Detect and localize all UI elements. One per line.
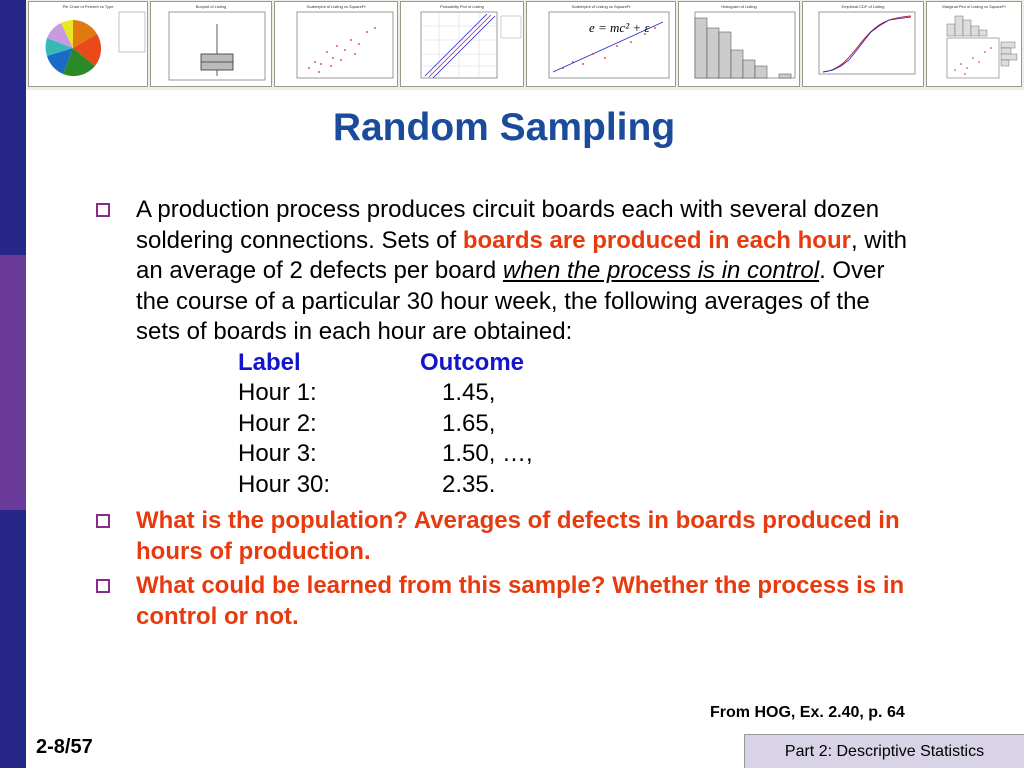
- bullet-list: [96, 195, 916, 636]
- cdf-thumb: [802, 1, 924, 87]
- bullet1-emphasis: when the process is in control: [502, 257, 820, 284]
- table-row: [238, 409, 916, 440]
- page-number: 2-8/57: [36, 736, 93, 758]
- bullet-item-1: [96, 195, 916, 500]
- table-row: [238, 439, 916, 470]
- bullet1-text-b: , with an average of 2 defects per board: [136, 226, 907, 284]
- row-outcome: 1.45,: [442, 379, 496, 406]
- row-outcome: 1.65,: [442, 409, 496, 437]
- table-header-row: [238, 348, 916, 379]
- thumbnail-strip: [26, 0, 1024, 90]
- square-bullet-icon: [96, 514, 110, 528]
- bullet3-text: What could be learned from this sample? Whether the process is in control or not.: [136, 572, 905, 630]
- row-label: Hour 1:: [238, 379, 317, 406]
- thumb-title: Pie Chart of Percent vs Type: [62, 4, 114, 9]
- scatter-icon: [275, 2, 397, 86]
- cdf-icon: [803, 2, 923, 86]
- thumb-title: Probability Plot of Listing: [440, 4, 484, 9]
- row-label: Hour 3:: [238, 440, 317, 467]
- boxplot-icon: [151, 2, 271, 86]
- bullet-item-2: [96, 506, 916, 567]
- square-bullet-icon: [96, 203, 110, 217]
- table-row: [238, 378, 916, 409]
- regression-scatter-icon: [527, 2, 675, 86]
- sidebar-segment-bottom: [0, 510, 26, 768]
- row-outcome: 1.50, …,: [442, 440, 533, 467]
- probability-plot-icon: [401, 2, 523, 86]
- scatterplot-regression-thumb: [526, 1, 676, 87]
- thumb-title: Scatterplot of Listing vs SquareFt: [571, 4, 631, 9]
- row-label: Hour 30:: [238, 470, 331, 498]
- footer-section-label: Part 2: Descriptive Statistics: [744, 734, 1024, 768]
- thumb-title: Boxplot of Listing: [195, 4, 227, 9]
- bullet1-text-c: . Over the course of a particular 30 hour week, the following averages of the sets of boards in each hour are obtained:: [136, 257, 885, 345]
- bullet2-text: What is the population? Averages of defects in boards produced in hours of production.: [136, 507, 900, 565]
- header-outcome: Outcome: [420, 348, 525, 376]
- sidebar-segment-middle: [0, 255, 26, 510]
- pie-chart-icon: [29, 2, 147, 86]
- bullet-item-3: [96, 571, 916, 632]
- histogram-thumb: [678, 1, 800, 87]
- probability-plot-thumb: [400, 1, 524, 87]
- slide-title: Random Sampling: [332, 106, 676, 149]
- boxplot-thumb: [150, 1, 272, 87]
- scatterplot-thumb: [274, 1, 398, 87]
- thumb-title: Marginal Plot of Listing vs SquareFt: [942, 4, 1006, 9]
- square-bullet-icon: [96, 579, 110, 593]
- row-outcome: 2.35.: [442, 470, 496, 498]
- thumb-title: Histogram of Listing: [721, 4, 757, 9]
- bullet1-text-a: A production process produces circuit boards each with several dozen soldering connections. Sets of: [136, 196, 880, 254]
- histogram-icon: [679, 2, 799, 86]
- thumb-title: Scatterplot of Listing vs SquareFt: [306, 4, 366, 9]
- pie-chart-thumb: [28, 1, 148, 87]
- source-citation: From HOG, Ex. 2.40, p. 64: [710, 704, 905, 721]
- table-row: [238, 470, 916, 501]
- equation-label: e = mc² + ε: [589, 20, 650, 35]
- marginal-plot-icon: [927, 2, 1021, 86]
- bullet1-highlight: boards are produced in each hour: [462, 226, 851, 254]
- marginal-plot-thumb: [926, 1, 1022, 87]
- row-label: Hour 2:: [238, 409, 317, 437]
- outcome-table: [238, 348, 916, 501]
- thumb-title: Empirical CDF of Listing: [841, 4, 885, 9]
- header-label: Label: [238, 348, 301, 376]
